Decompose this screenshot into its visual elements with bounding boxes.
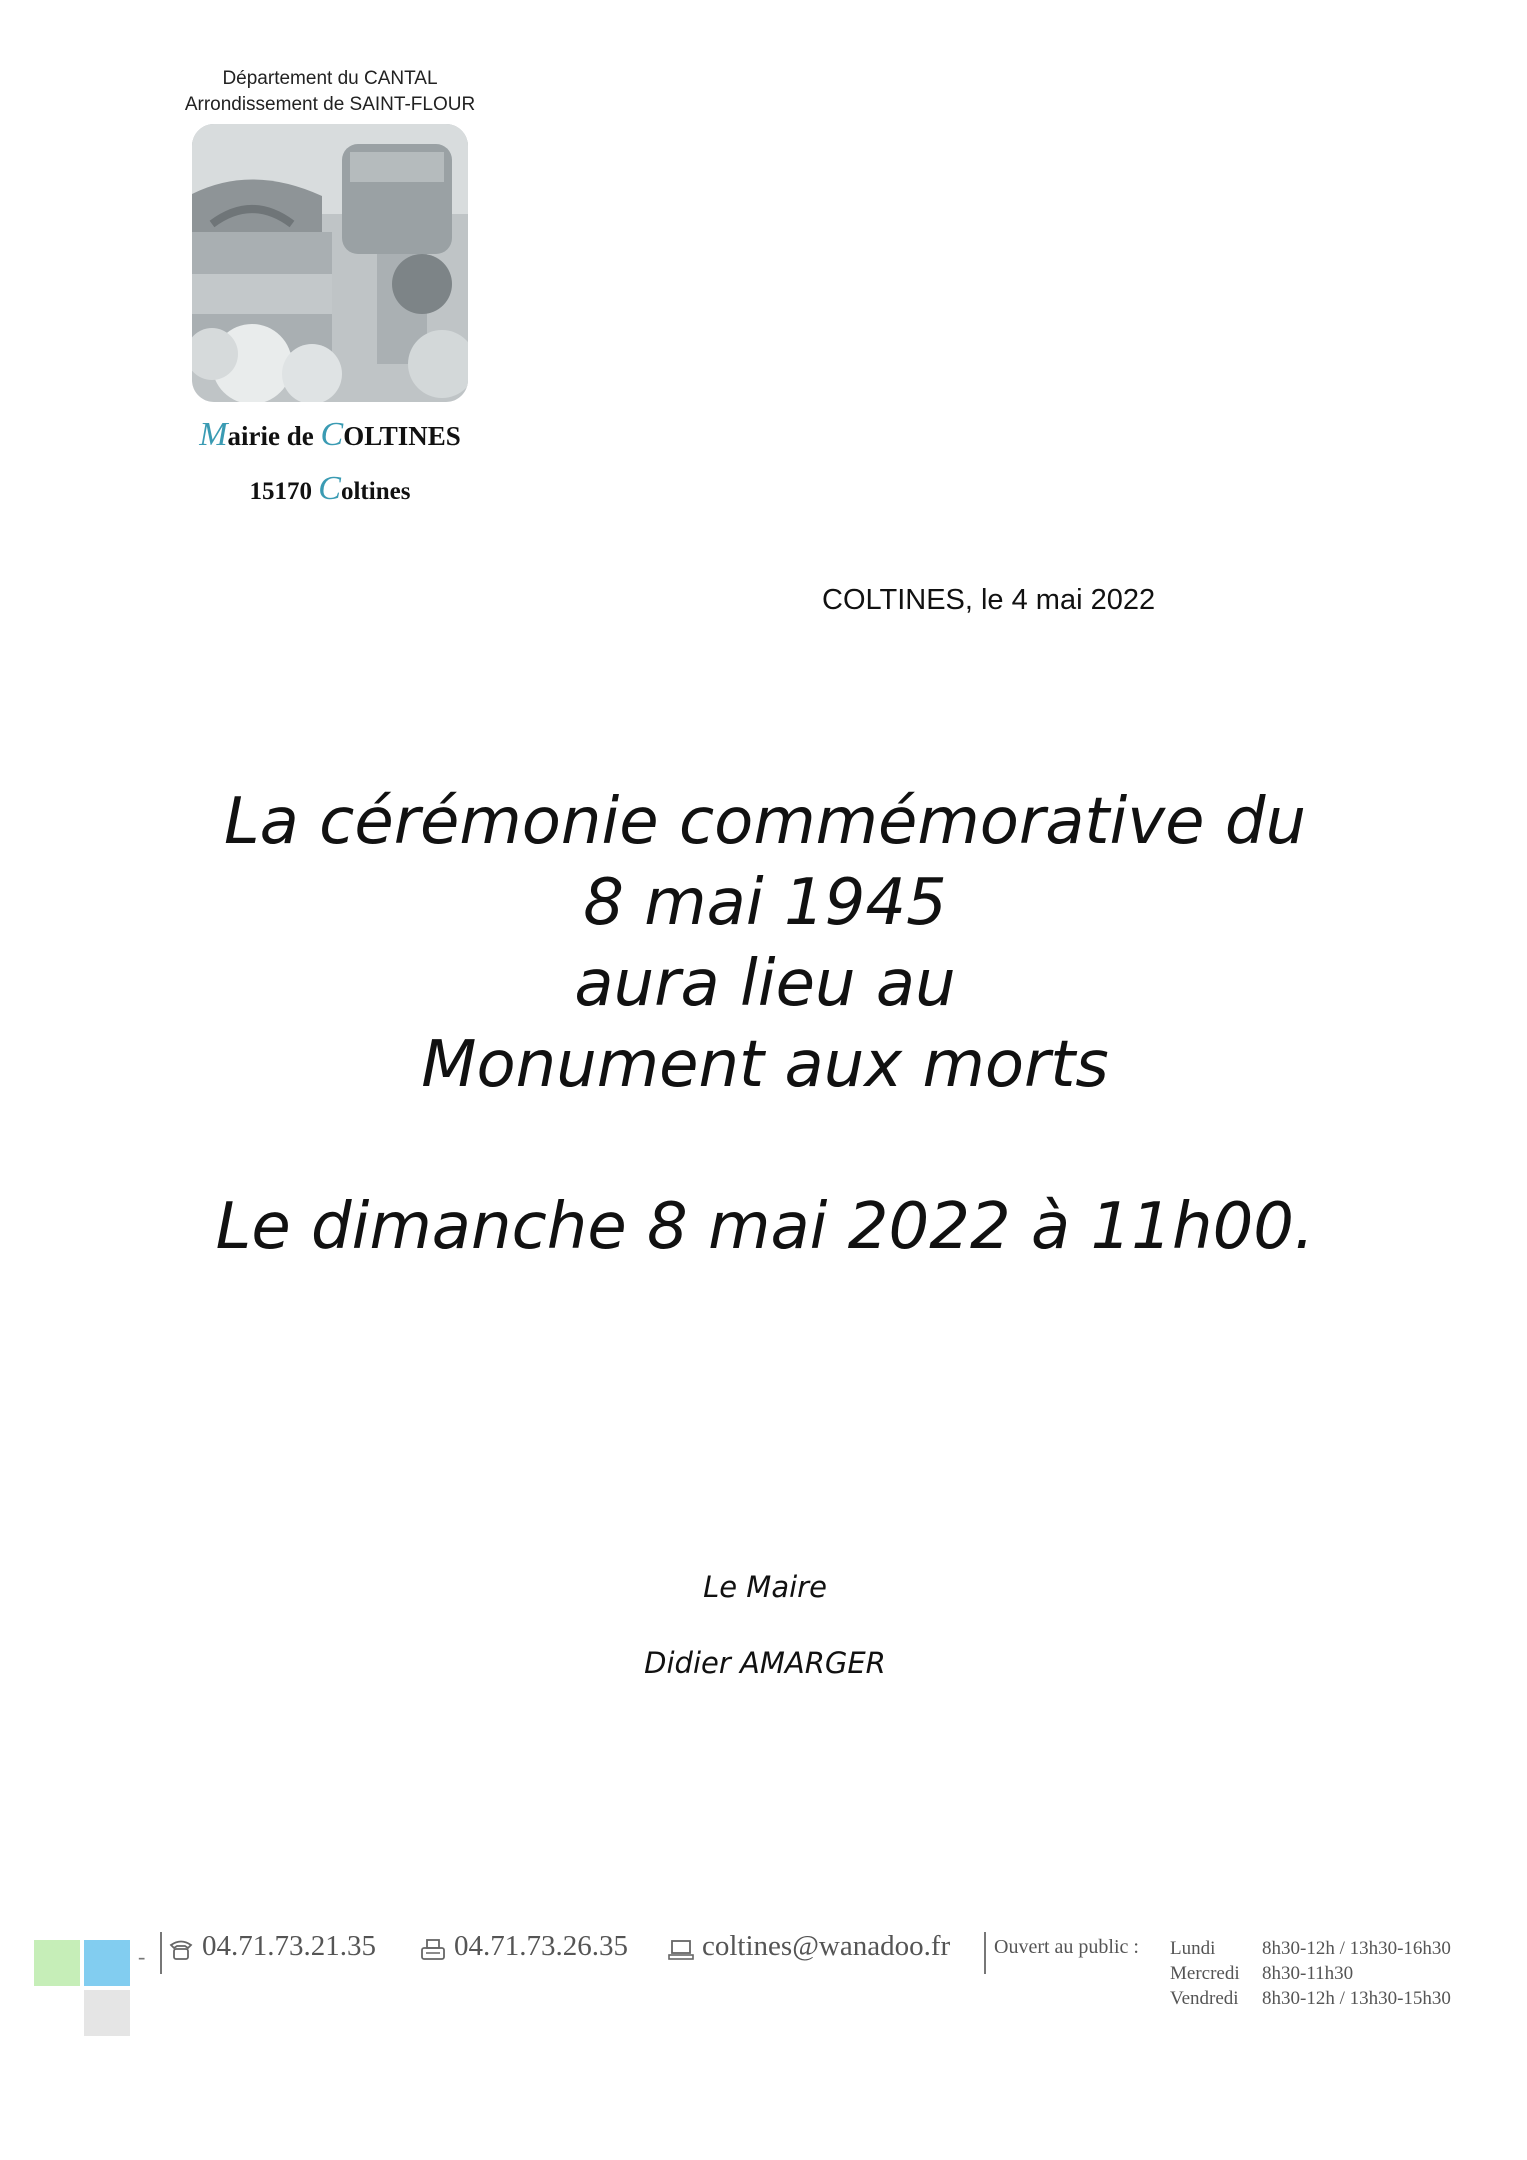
footer-email xyxy=(668,1930,950,1963)
phone-icon xyxy=(168,1936,194,1958)
arrondissement-line: Arrondissement de SAINT-FLOUR xyxy=(184,94,476,115)
town-end: oltines xyxy=(340,478,411,505)
phone-number: 04.71.73.21.35 xyxy=(202,1930,376,1962)
computer-icon xyxy=(668,1936,694,1958)
footer-divider xyxy=(160,1932,162,1974)
footer-square-blue xyxy=(84,1940,130,1986)
email-address: coltines@wanadoo.fr xyxy=(702,1930,951,1962)
footer-square-grey xyxy=(84,1990,130,2036)
footer-dash: - xyxy=(138,1944,146,1969)
town-initial-c: C xyxy=(318,470,341,507)
logo-photo xyxy=(192,124,468,402)
hours-time: 8h30-12h / 13h30-16h30 xyxy=(1262,1938,1451,1959)
date-line: COLTINES, le 4 mai 2022 xyxy=(822,584,1156,616)
headline-line-2: 8 mai 1945 xyxy=(583,866,947,940)
event-datetime: Le dimanche 8 mai 2022 à 11h00. xyxy=(215,1190,1315,1264)
mairie-initial-c: C xyxy=(320,416,344,453)
logo-postcode xyxy=(170,470,490,508)
postcode-number: 15170 xyxy=(249,478,319,505)
mairie-initial-m: M xyxy=(199,416,228,453)
hours-row xyxy=(1170,1961,1451,1986)
logo-mairie-name xyxy=(170,416,490,454)
opening-label: Ouvert au public : xyxy=(994,1936,1139,1958)
fax-number: 04.71.73.26.35 xyxy=(454,1930,628,1962)
headline-line-3: aura lieu au xyxy=(574,947,956,1021)
footer-fax xyxy=(420,1930,628,1963)
department-line: Département du CANTAL xyxy=(222,68,438,89)
hours-day: Mercredi xyxy=(1170,1963,1240,1984)
footer xyxy=(34,1930,1494,2040)
hours-row xyxy=(1170,1936,1451,1961)
footer-phone xyxy=(168,1930,376,1963)
opening-hours xyxy=(1170,1936,1451,2011)
hours-day: Vendredi xyxy=(1170,1988,1239,2009)
signature-title: Le Maire xyxy=(703,1570,827,1604)
headline-line-4: Monument aux morts xyxy=(421,1028,1109,1102)
mairie-mid: airie de xyxy=(227,421,321,451)
headline xyxy=(100,782,1430,1106)
fax-icon xyxy=(420,1936,446,1958)
hours-day: Lundi xyxy=(1170,1938,1216,1959)
logo-department-text xyxy=(170,66,490,118)
footer-divider-2 xyxy=(984,1932,986,1974)
footer-square-green xyxy=(34,1940,80,1986)
hours-time: 8h30-11h30 xyxy=(1262,1963,1354,1984)
mairie-end: OLTINES xyxy=(343,421,461,451)
hours-time: 8h30-12h / 13h30-15h30 xyxy=(1262,1988,1451,2009)
hours-row xyxy=(1170,1986,1451,2011)
headline-line-1: La cérémonie commémorative du xyxy=(223,785,1307,859)
signature-name: Didier AMARGER xyxy=(644,1646,886,1680)
